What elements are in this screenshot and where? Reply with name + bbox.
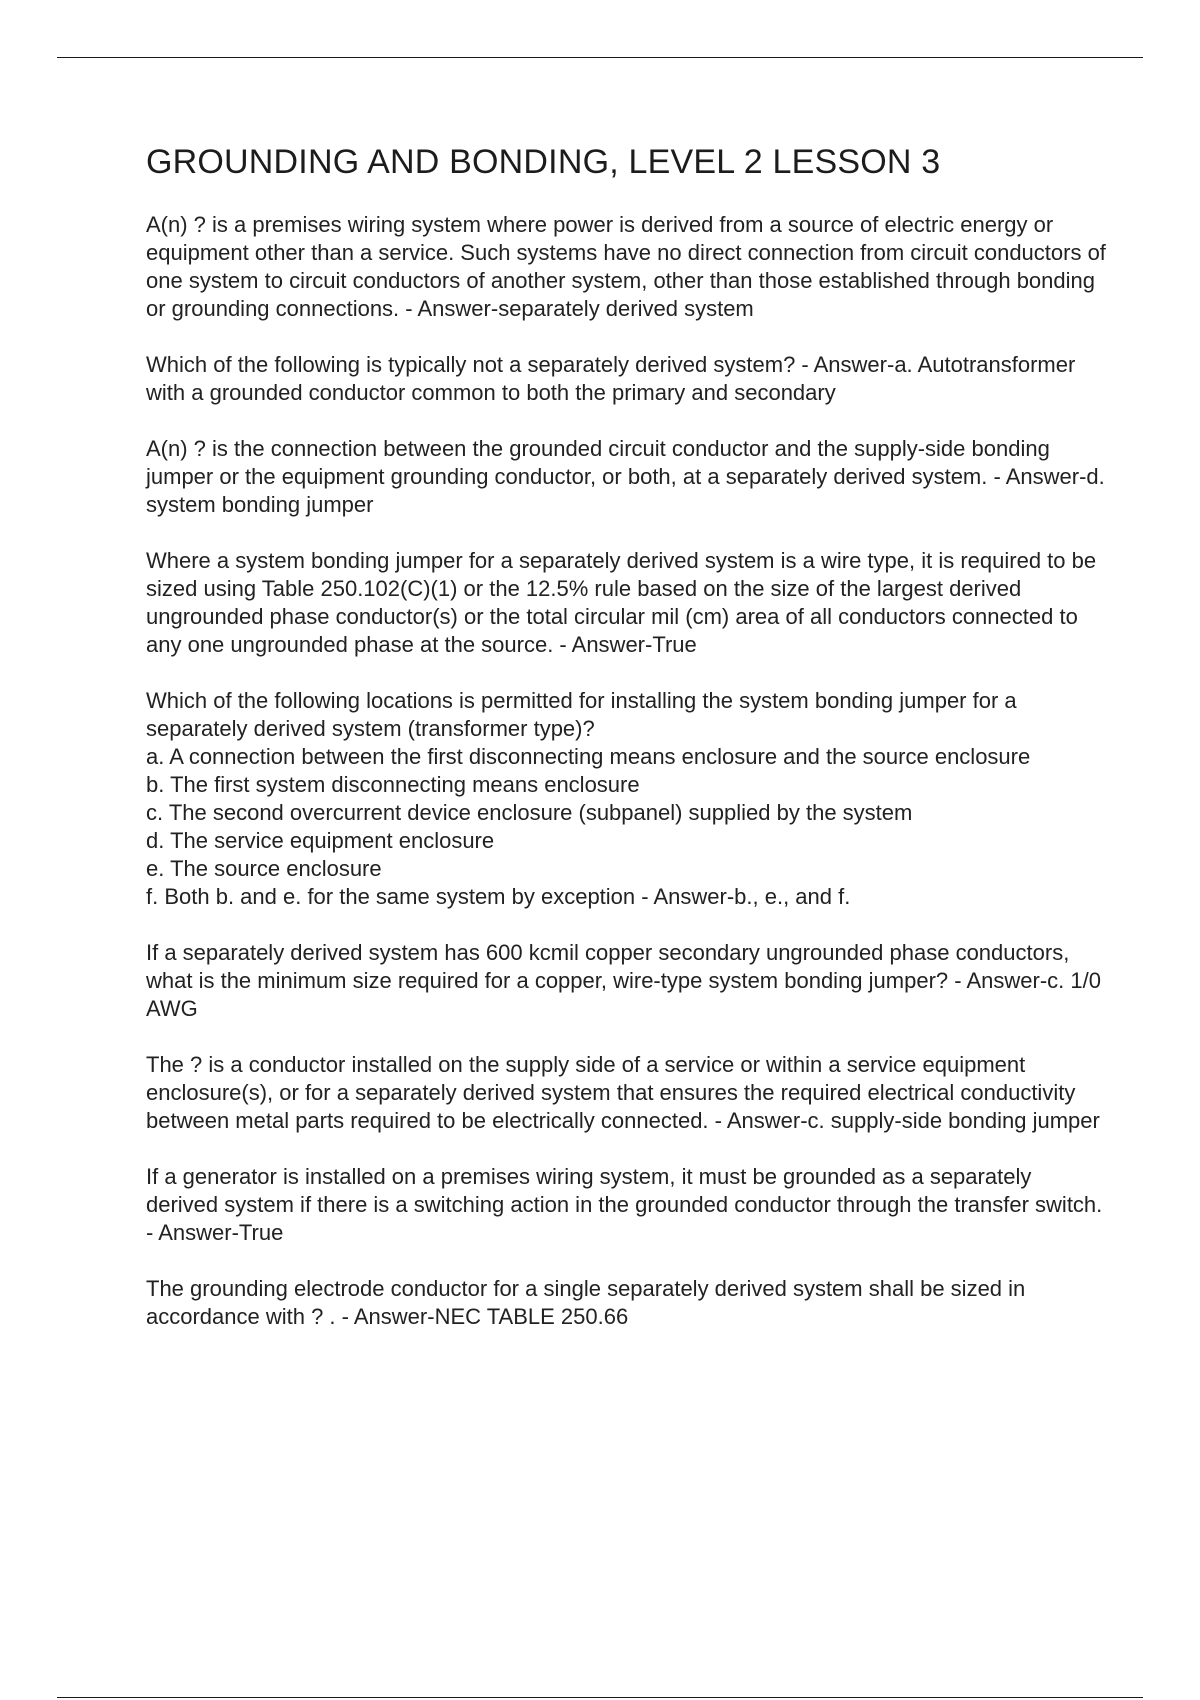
option-e: e. The source enclosure <box>146 855 382 881</box>
question-2: Which of the following is typically not a separately derived system? - Answer-a. Autotransformer with a grounded conductor common to both the primary and secondary <box>146 351 1076 405</box>
option-f-answer: f. Both b. and e. for the same system by exception - Answer-b., e., and f. <box>146 883 851 909</box>
document-body <box>146 142 1106 1359</box>
question-9: The grounding electrode conductor for a single separately derived system shall be sized in accordance with ? . - Answer-NEC TABLE 250.66 <box>146 1275 1026 1329</box>
question-4: Where a system bonding jumper for a separately derived system is a wire type, it is required to be sized using Table 250.102(C)(1) or the 12.5% rule based on the size of the largest derived ungrounded phase conductor(s) or the total circular mil (cm) area of all conductors connected to any one ungrounded phase at the source. - Answer-True <box>146 547 1097 657</box>
question-5 <box>146 687 1106 911</box>
document-title: GROUNDING AND BONDING, LEVEL 2 LESSON 3 <box>146 143 941 181</box>
option-b: b. The first system disconnecting means enclosure <box>146 771 640 797</box>
question-7: The ? is a conductor installed on the supply side of a service or within a service equipment enclosure(s), or for a separately derived system that ensures the required electrical conductivity between metal parts required to be electrically connected. - Answer-c. supply-side bonding jumper <box>146 1051 1100 1133</box>
option-a: a. A connection between the first disconnecting means enclosure and the source enclosure <box>146 743 1031 769</box>
option-d: d. The service equipment enclosure <box>146 827 495 853</box>
question-6: If a separately derived system has 600 kcmil copper secondary ungrounded phase conductors, what is the minimum size required for a copper, wire-type system bonding jumper? - Answer-c. 1/0 AWG <box>146 939 1101 1021</box>
question-3: A(n) ? is the connection between the grounded circuit conductor and the supply-side bonding jumper or the equipment grounding conductor, or both, at a separately derived system. - Answer-d. system bonding jumper <box>146 435 1105 517</box>
question-8: If a generator is installed on a premises wiring system, it must be grounded as a separately derived system if there is a switching action in the grounded conductor through the transfer switch. - Answer-True <box>146 1163 1103 1245</box>
question-5-stem: Which of the following locations is permitted for installing the system bonding jumper for a separately derived system (transformer type)? <box>146 687 1017 741</box>
option-c: c. The second overcurrent device enclosure (subpanel) supplied by the system <box>146 799 913 825</box>
question-1: A(n) ? is a premises wiring system where power is derived from a source of electric energy or equipment other than a service. Such systems have no direct connection from circuit conductors of one system to circuit conductors of another system, other than those established through bonding or grounding connections. - Answer-separately derived system <box>146 211 1106 321</box>
bottom-divider <box>57 1697 1143 1698</box>
top-divider <box>57 57 1143 58</box>
